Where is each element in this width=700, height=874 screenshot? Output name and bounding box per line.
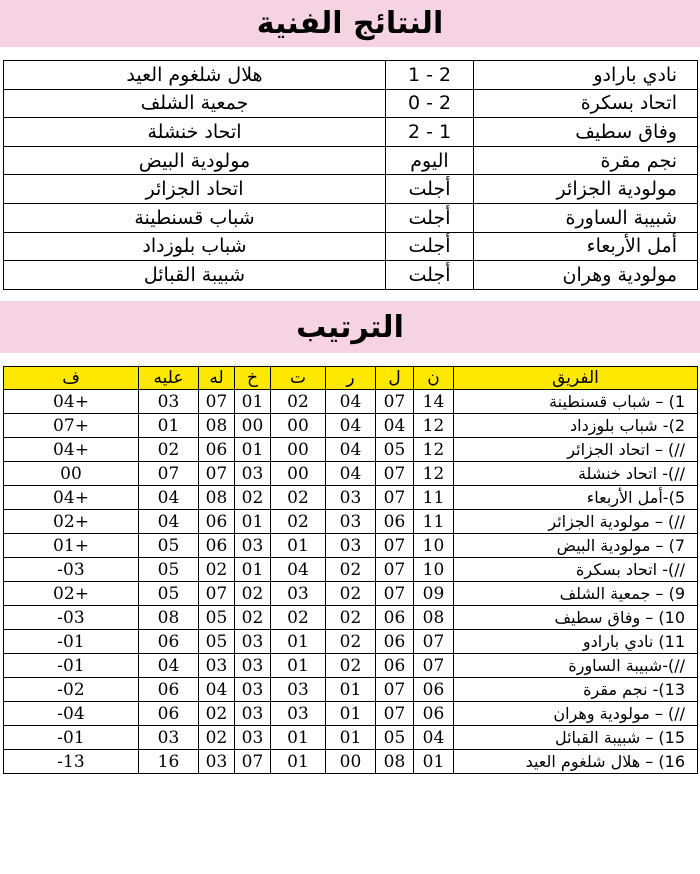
standings-points-cell: 14 [414, 390, 454, 414]
standings-goal-difference-cell: 03- [4, 558, 139, 582]
standings-goals-against-cell: 05 [139, 558, 199, 582]
result-away-team: شبيبة القبائل [4, 261, 386, 290]
standings-won-cell: 02 [326, 606, 376, 630]
standings-goal-difference-cell: 02- [4, 678, 139, 702]
standings-team-cell: 1) – شباب قسنطينة [454, 390, 698, 414]
standings-goals-for-cell: 04 [199, 678, 235, 702]
standings-won-cell: 01 [326, 702, 376, 726]
standings-goal-difference-cell: 13- [4, 750, 139, 774]
standings-draw-cell: 03 [271, 582, 326, 606]
standings-goals-for-cell: 03 [199, 654, 235, 678]
standings-goals-against-cell: 04 [139, 654, 199, 678]
standings-goal-difference-cell: +02 [4, 582, 139, 606]
result-away-team: جمعية الشلف [4, 89, 386, 118]
standings-draw-cell: 02 [271, 510, 326, 534]
standings-team-cell: //)- اتحاد خنشلة [454, 462, 698, 486]
standings-points-cell: 01 [414, 750, 454, 774]
standings-played-cell: 07 [376, 486, 414, 510]
standings-row [4, 630, 698, 654]
result-row [4, 146, 698, 175]
standings-team-cell: //) – مولودية الجزائر [454, 510, 698, 534]
standings-row [4, 726, 698, 750]
result-score: أجلت [386, 232, 474, 261]
standings-goal-difference-cell: +02 [4, 510, 139, 534]
standings-draw-cell: 01 [271, 534, 326, 558]
standings-lost-cell: 01 [235, 558, 271, 582]
standings-goals-against-cell: 07 [139, 462, 199, 486]
standings-played-cell: 07 [376, 702, 414, 726]
standings-draw-cell: 03 [271, 678, 326, 702]
result-home-team: مولودية الجزائر [474, 175, 698, 204]
standings-row [4, 390, 698, 414]
standings-draw-cell: 03 [271, 702, 326, 726]
standings-row [4, 750, 698, 774]
standings-team-cell: 2)- شباب بلوزداد [454, 414, 698, 438]
standings-draw-cell: 02 [271, 390, 326, 414]
standings-draw-cell: 01 [271, 630, 326, 654]
standings-played-cell: 06 [376, 630, 414, 654]
result-score: 1 - 2 [386, 118, 474, 147]
standings-goal-difference-cell: 00 [4, 462, 139, 486]
standings-goal-difference-cell: +01 [4, 534, 139, 558]
standings-goals-for-cell: 03 [199, 750, 235, 774]
result-home-team: اتحاد بسكرة [474, 89, 698, 118]
results-title-band [0, 0, 700, 47]
standings-lost-cell: 02 [235, 582, 271, 606]
standings-won-cell: 04 [326, 390, 376, 414]
standings-played-cell: 04 [376, 414, 414, 438]
standings-draw-cell: 02 [271, 486, 326, 510]
standings-lost-cell: 03 [235, 678, 271, 702]
result-row [4, 203, 698, 232]
result-row [4, 61, 698, 90]
standings-header-cell: عليه [139, 367, 199, 390]
standings-played-cell: 07 [376, 390, 414, 414]
standings-goals-against-cell: 04 [139, 510, 199, 534]
standings-goals-against-cell: 05 [139, 582, 199, 606]
result-home-team: شبيبة الساورة [474, 203, 698, 232]
standings-draw-cell: 04 [271, 558, 326, 582]
standings-won-cell: 02 [326, 654, 376, 678]
result-home-team: مولودية وهران [474, 261, 698, 290]
standings-points-cell: 12 [414, 462, 454, 486]
standings-draw-cell: 01 [271, 654, 326, 678]
standings-lost-cell: 03 [235, 534, 271, 558]
standings-points-cell: 11 [414, 510, 454, 534]
standings-points-cell: 07 [414, 654, 454, 678]
result-row [4, 261, 698, 290]
standings-goals-against-cell: 01 [139, 414, 199, 438]
standings-draw-cell: 00 [271, 462, 326, 486]
standings-won-cell: 03 [326, 510, 376, 534]
standings-goals-against-cell: 03 [139, 726, 199, 750]
result-row [4, 232, 698, 261]
standings-team-cell: 15) – شبيبة القبائل [454, 726, 698, 750]
result-score: أجلت [386, 203, 474, 232]
standings-goal-difference-cell: +04 [4, 486, 139, 510]
standings-points-cell: 12 [414, 414, 454, 438]
standings-team-cell: //) – مولودية وهران [454, 702, 698, 726]
results-body [4, 61, 698, 290]
standings-points-cell: 11 [414, 486, 454, 510]
standings-played-cell: 06 [376, 510, 414, 534]
standings-row [4, 438, 698, 462]
standings-team-cell: 11) نادي بارادو [454, 630, 698, 654]
standings-goals-against-cell: 05 [139, 534, 199, 558]
standings-header-cell: ل [376, 367, 414, 390]
standings-goals-against-cell: 06 [139, 702, 199, 726]
standings-goals-against-cell: 06 [139, 678, 199, 702]
result-home-team: وفاق سطيف [474, 118, 698, 147]
standings-lost-cell: 01 [235, 390, 271, 414]
result-away-team: مولودية البيض [4, 146, 386, 175]
standings-won-cell: 02 [326, 630, 376, 654]
result-row [4, 89, 698, 118]
result-score: أجلت [386, 261, 474, 290]
standings-team-cell: //)- اتحاد بسكرة [454, 558, 698, 582]
result-score: 2 - 0 [386, 89, 474, 118]
standings-title-band [0, 301, 700, 353]
standings-won-cell: 02 [326, 558, 376, 582]
result-home-team: أمل الأربعاء [474, 232, 698, 261]
standings-header-cell: ر [326, 367, 376, 390]
standings-header-cell: ت [271, 367, 326, 390]
standings-draw-cell: 00 [271, 414, 326, 438]
standings-lost-cell: 03 [235, 462, 271, 486]
standings-lost-cell: 07 [235, 750, 271, 774]
standings-won-cell: 02 [326, 582, 376, 606]
standings-points-cell: 06 [414, 678, 454, 702]
results-title: النتائج الفنية [256, 6, 444, 41]
standings-row [4, 462, 698, 486]
result-away-team: شباب بلوزداد [4, 232, 386, 261]
result-away-team: هلال شلغوم العيد [4, 61, 386, 90]
standings-goals-against-cell: 16 [139, 750, 199, 774]
standings-points-cell: 09 [414, 582, 454, 606]
standings-won-cell: 03 [326, 486, 376, 510]
standings-goals-for-cell: 07 [199, 582, 235, 606]
standings-row [4, 702, 698, 726]
standings-goals-for-cell: 08 [199, 486, 235, 510]
standings-table [3, 366, 698, 774]
standings-points-cell: 06 [414, 702, 454, 726]
standings-points-cell: 12 [414, 438, 454, 462]
standings-row [4, 678, 698, 702]
standings-row [4, 558, 698, 582]
result-home-team: نادي بارادو [474, 61, 698, 90]
standings-header-cell: ن [414, 367, 454, 390]
standings-played-cell: 07 [376, 678, 414, 702]
standings-goals-against-cell: 02 [139, 438, 199, 462]
result-row [4, 175, 698, 204]
standings-row [4, 486, 698, 510]
standings-played-cell: 06 [376, 606, 414, 630]
standings-goals-for-cell: 07 [199, 390, 235, 414]
standings-draw-cell: 02 [271, 606, 326, 630]
standings-lost-cell: 03 [235, 654, 271, 678]
standings-body [4, 390, 698, 774]
standings-goals-for-cell: 02 [199, 558, 235, 582]
standings-won-cell: 04 [326, 462, 376, 486]
standings-goals-for-cell: 06 [199, 438, 235, 462]
standings-team-cell: 9) – جمعية الشلف [454, 582, 698, 606]
standings-played-cell: 05 [376, 726, 414, 750]
standings-won-cell: 03 [326, 534, 376, 558]
standings-goal-difference-cell: 04- [4, 702, 139, 726]
standings-row [4, 414, 698, 438]
standings-played-cell: 08 [376, 750, 414, 774]
result-away-team: شباب قسنطينة [4, 203, 386, 232]
standings-team-cell: //)-شبيبة الساورة [454, 654, 698, 678]
standings-won-cell: 01 [326, 726, 376, 750]
standings-lost-cell: 02 [235, 486, 271, 510]
standings-played-cell: 07 [376, 558, 414, 582]
result-row [4, 118, 698, 147]
standings-won-cell: 04 [326, 438, 376, 462]
standings-team-cell: 16) – هلال شلغوم العيد [454, 750, 698, 774]
standings-points-cell: 04 [414, 726, 454, 750]
standings-lost-cell: 03 [235, 630, 271, 654]
standings-played-cell: 07 [376, 534, 414, 558]
standings-points-cell: 07 [414, 630, 454, 654]
result-away-team: اتحاد خنشلة [4, 118, 386, 147]
standings-draw-cell: 01 [271, 726, 326, 750]
standings-goals-against-cell: 04 [139, 486, 199, 510]
result-home-team: نجم مقرة [474, 146, 698, 175]
standings-goal-difference-cell: +04 [4, 390, 139, 414]
standings-goal-difference-cell: 01- [4, 654, 139, 678]
result-away-team: اتحاد الجزائر [4, 175, 386, 204]
standings-played-cell: 07 [376, 462, 414, 486]
standings-lost-cell: 01 [235, 510, 271, 534]
standings-row [4, 606, 698, 630]
standings-header-cell: خ [235, 367, 271, 390]
standings-lost-cell: 01 [235, 438, 271, 462]
standings-row [4, 510, 698, 534]
standings-goals-for-cell: 05 [199, 630, 235, 654]
standings-draw-cell: 00 [271, 438, 326, 462]
standings-goal-difference-cell: +07 [4, 414, 139, 438]
result-score: أجلت [386, 175, 474, 204]
standings-goals-for-cell: 02 [199, 702, 235, 726]
standings-played-cell: 06 [376, 654, 414, 678]
standings-row [4, 654, 698, 678]
standings-goals-against-cell: 08 [139, 606, 199, 630]
standings-header-cell: الفريق [454, 367, 698, 390]
standings-header-cell: ف [4, 367, 139, 390]
standings-goals-for-cell: 02 [199, 726, 235, 750]
standings-team-cell: 7) – مولودية البيض [454, 534, 698, 558]
standings-played-cell: 05 [376, 438, 414, 462]
standings-row [4, 582, 698, 606]
standings-team-cell: //) – اتحاد الجزائر [454, 438, 698, 462]
standings-goal-difference-cell: 03- [4, 606, 139, 630]
result-score: اليوم [386, 146, 474, 175]
standings-goals-for-cell: 05 [199, 606, 235, 630]
standings-header-row [4, 367, 698, 390]
standings-team-cell: 5)-أمل الأربعاء [454, 486, 698, 510]
standings-row [4, 534, 698, 558]
results-table [3, 60, 698, 290]
standings-points-cell: 10 [414, 534, 454, 558]
standings-goals-for-cell: 08 [199, 414, 235, 438]
standings-header-cell: له [199, 367, 235, 390]
standings-lost-cell: 03 [235, 726, 271, 750]
standings-won-cell: 04 [326, 414, 376, 438]
standings-points-cell: 10 [414, 558, 454, 582]
standings-won-cell: 01 [326, 678, 376, 702]
standings-goal-difference-cell: +04 [4, 438, 139, 462]
standings-team-cell: 13)- نجم مقرة [454, 678, 698, 702]
standings-goal-difference-cell: 01- [4, 630, 139, 654]
standings-goals-for-cell: 07 [199, 462, 235, 486]
standings-lost-cell: 02 [235, 606, 271, 630]
standings-won-cell: 00 [326, 750, 376, 774]
standings-goal-difference-cell: 01- [4, 726, 139, 750]
standings-goals-for-cell: 06 [199, 534, 235, 558]
standings-goals-against-cell: 06 [139, 630, 199, 654]
standings-title: الترتيب [296, 309, 404, 345]
result-score: 2 - 1 [386, 61, 474, 90]
standings-points-cell: 08 [414, 606, 454, 630]
standings-lost-cell: 03 [235, 702, 271, 726]
standings-goals-against-cell: 03 [139, 390, 199, 414]
standings-goals-for-cell: 06 [199, 510, 235, 534]
standings-draw-cell: 01 [271, 750, 326, 774]
standings-lost-cell: 00 [235, 414, 271, 438]
standings-team-cell: 10) – وفاق سطيف [454, 606, 698, 630]
standings-played-cell: 07 [376, 582, 414, 606]
